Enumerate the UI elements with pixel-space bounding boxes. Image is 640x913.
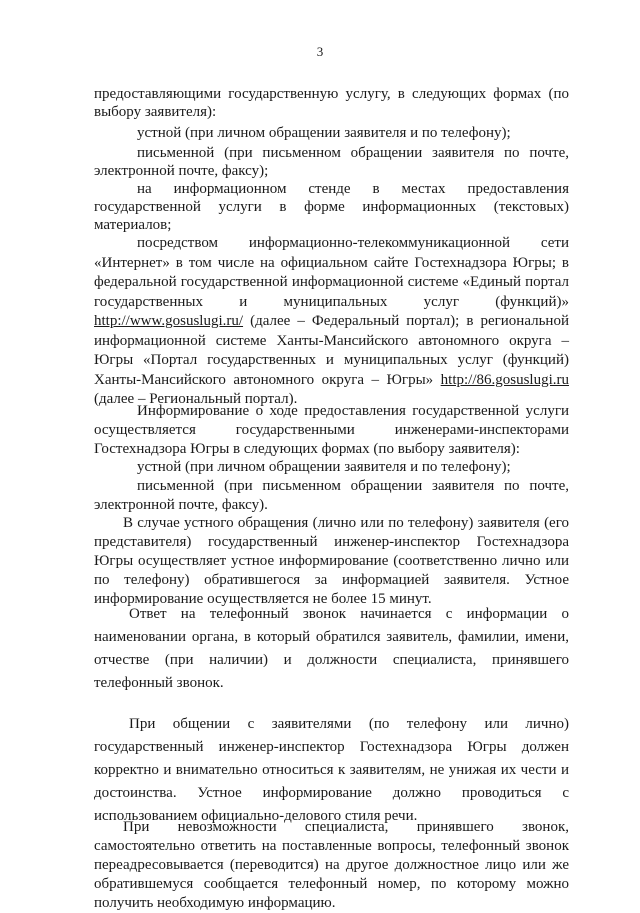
- paragraph-oral-form-2: устной (при личном обращении заявителя и по телефону);: [137, 459, 511, 475]
- internet-text-end: (далее – Региональный портал).: [94, 391, 298, 407]
- internet-text-middle: (далее – Федеральный портал); в региональной информационной системе Ханты-Мансийского автономного округа – Югры «Портал государственных и муниципальных услуг (функций) Ханты-Мансийского автономного округа – Югры»: [94, 313, 569, 388]
- paragraph-redirect: При невозможности специалиста, принявшего звонок, самостоятельно ответить на поставленные вопросы, телефонный звонок переадресовывается (переводится) на другое должностное лицо или же обратившемуся сообщается телефонный номер, по которому можно получить необходимую информацию.: [94, 819, 569, 911]
- paragraph-written-form-2: письменной (при письменном обращении заявителя по почте, электронной почте, факсу).: [94, 478, 569, 513]
- federal-portal-link[interactable]: http://www.gosuslugi.ru/: [94, 313, 244, 329]
- paragraph-forms-intro: предоставляющими государственную услугу, в следующих формах (по выбору заявителя):: [94, 86, 569, 120]
- paragraph-progress-info: Информирование о ходе предоставления государственной услуги осуществляется государственными инженерами-инспекторами Гостехнадзора Югры в следующих формах (по выбору заявителя):: [94, 403, 569, 457]
- paragraph-info-stand: на информационном стенде в местах предоставления государственной услуги в форме информационных (текстовых) материалов;: [94, 181, 569, 233]
- paragraph-oral-form: устной (при личном обращении заявителя и по телефону);: [137, 125, 511, 141]
- page-number: 3: [316, 44, 324, 59]
- paragraph-oral-appeal: В случае устного обращения (лично или по телефону) заявителя (его представителя) государственный инженер-инспектор Гостехнадзора Югры осуществляет устное информирование (соответственно лично или по телефону) обратившегося за информацией заявителя. Устное информирование осуществляется не более 15 минут.: [94, 515, 569, 607]
- paragraph-communication: При общении с заявителями (по телефону или лично) государственный инженер-инспектор Гостехнадзора Югры должен корректно и внимательно относиться к заявителям, не унижая их чести и достоинства. Устное информирование должно проводиться с использованием официально-делового стиля речи.: [94, 716, 569, 824]
- regional-portal-link[interactable]: http://86.gosuslugi.ru: [440, 371, 569, 388]
- paragraph-internet: [94, 234, 569, 410]
- paragraph-phone-answer: Ответ на телефонный звонок начинается с информации о наименовании органа, в который обратился заявитель, фамилии, имени, отчестве (при наличии) и должности специалиста, принявшего телефонный звонок.: [94, 606, 569, 691]
- paragraph-written-form: письменной (при письменном обращении заявителя по почте, электронной почте, факсу);: [94, 145, 569, 179]
- internet-text-start: посредством информационно-телекоммуникационной сети «Интернет» в том числе на официальном сайте Гостехнадзора Югры; в федеральной государственной информационной системе «Единый портал государственных и муниципальных услуг (функций)»: [94, 235, 569, 310]
